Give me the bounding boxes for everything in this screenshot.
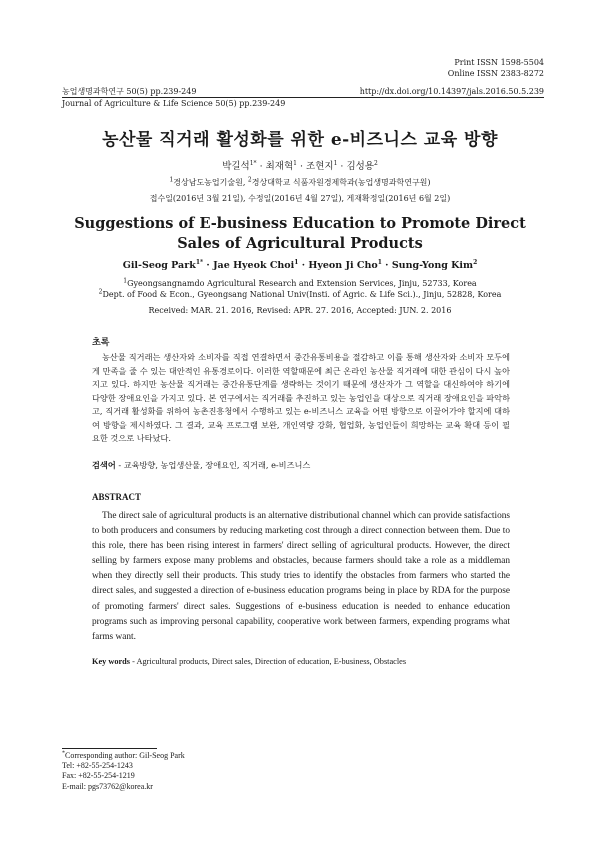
author-sep: · bbox=[256, 161, 266, 172]
footnote-corresponding bbox=[62, 751, 185, 761]
author-kr-1: 박길석 bbox=[222, 161, 250, 172]
author-en-4-sup: 2 bbox=[473, 258, 478, 266]
author-kr-4-sup: 2 bbox=[373, 159, 378, 167]
affil-en-text-2: Dept. of Food & Econ., Gyeongsang National Univ(Insti. of Agric. & Life Sci.)., Jinju, 52828, Korea bbox=[102, 290, 502, 299]
author-sep: · bbox=[337, 161, 347, 172]
footnote-corresponding-text: Corresponding author: Gil-Seog Park bbox=[65, 751, 185, 760]
author-en-1-sup: 1* bbox=[195, 258, 204, 266]
print-issn: Print ISSN 1598-5504 bbox=[454, 58, 544, 67]
dates-kr: 접수일(2016년 3월 21일), 수정일(2016년 4월 27일), 게재확정일(2016년 6월 2일) bbox=[149, 194, 451, 203]
abstract-en-heading: ABSTRACT bbox=[92, 492, 142, 502]
author-kr-3: 조현지 bbox=[306, 161, 334, 172]
author-sep: · bbox=[298, 260, 309, 271]
affil-en-sup-2: 2 bbox=[98, 288, 103, 296]
author-en-2: Jae Hyeok Choi bbox=[213, 260, 295, 271]
author-en-4: Sung-Yong Kim bbox=[391, 260, 474, 271]
keywords-kr-label: 검색어 bbox=[92, 460, 116, 470]
author-en-3: Hyeon Ji Cho bbox=[308, 260, 378, 271]
affil-en-line-1 bbox=[40, 278, 560, 289]
author-kr-2: 최재혁 bbox=[265, 161, 294, 172]
authors-en bbox=[40, 260, 560, 271]
footnote bbox=[62, 751, 185, 792]
affil-en-sup-1: 1 bbox=[123, 277, 128, 285]
footnote-tel: Tel: +82-55-254-1243 bbox=[62, 761, 133, 771]
journal-citation-kr: 농업생명과학연구 50(5) pp.239-249 bbox=[62, 87, 197, 96]
affil-kr-1: 경상남도농업기술원, bbox=[173, 178, 248, 187]
affil-en-line-2 bbox=[40, 289, 560, 300]
author-sep: · bbox=[203, 260, 214, 271]
footnote-divider bbox=[62, 748, 157, 749]
affil-kr-2: 경상대학교 식품자원경제학과(농업생명과학연구원) bbox=[251, 178, 431, 187]
keywords-en-label: Key words bbox=[92, 657, 131, 666]
abstract-en-body: The direct sale of agricultural products is an alternative distributional channel which can provide satisfactions to both producers and consumers by reducing marketing cost through a direct connection between them. Due to this role, there has been rising interest in farmers' direct selling of agricultural products. However, the direct selling by farmers expose many problems and obstacles, because farmers should take a role as a middleman when they directly sell their products. This study tries to identify the obstacles from farmers who started the direct sales, and suggested a direction of e-business education programs being in place by RDA for the purpose of promoting farmers' direct sales. Suggestions of e-business education is needed to enhance education programs such as improving personal capability, cooperative work between farmers, expending programs what farms want. bbox=[92, 511, 510, 642]
header-issn-block bbox=[448, 58, 544, 79]
affil-kr-sup-1: 1 bbox=[169, 176, 174, 184]
author-en-2-sup: 1 bbox=[294, 258, 299, 266]
author-en-3-sup: 1 bbox=[377, 258, 382, 266]
keywords-kr bbox=[92, 460, 310, 471]
journal-citation-en: Journal of Agriculture & Life Science 50(5) pp.239-249 bbox=[62, 99, 286, 108]
footnote-email[interactable]: E-mail: pgs73762@korea.kr bbox=[62, 781, 153, 791]
received-dates-en: Received: MAR. 21. 2016, Revised: APR. 27. 2016, Accepted: JUN. 2. 2016 bbox=[148, 306, 452, 315]
authors-kr bbox=[40, 158, 560, 172]
abstract-kr-heading: 초록 bbox=[92, 338, 110, 348]
author-sep: · bbox=[381, 260, 392, 271]
footnote-fax: Fax: +82-55-254-1219 bbox=[62, 771, 135, 781]
affil-en-text-1: Gyeongsangnamdo Agricultural Research and Extension Services, Jinju, 52733, Korea bbox=[127, 279, 477, 288]
footnote-sup: * bbox=[62, 750, 65, 757]
affiliation-kr bbox=[40, 177, 560, 188]
author-kr-1-sup: 1* bbox=[249, 159, 257, 167]
keywords-en bbox=[92, 657, 406, 666]
header-divider bbox=[62, 97, 544, 98]
author-en-1: Gil-Seog Park bbox=[122, 260, 196, 271]
doi-link[interactable]: http://dx.doi.org/10.14397/jals.2016.50.5.239 bbox=[359, 87, 544, 96]
abstract-kr-body: 농산물 직거래는 생산자와 소비자를 직접 연결하면서 중간유통비용을 절감하고 이를 통해 생산자와 소비자 모두에게 만족을 줄 수 있는 대안적인 유통경로이다. 이러한 역할때문에 최근 온라인 농산물 직거래에 대한 관심이 다시 높아지고 있다. 하지만 농산물 직거래는 중간유통단계를 생략하는 것이기 때문에 생산자가 그 역할을 대신하여야 하기에 다양한 장애요인을 가지고 있다. 본 연구에서는 직거래를 추진하고 있는 농업인을 대상으로 직거래 장애요인을 파악하고, 직거래 활성화를 위하여 농촌진흥청에서 수행하고 있는 e-비즈니스 교육을 어떤 방향으로 이끌어가야 할지에 대하여 방향을 제시하였다. 그 결과, 교육 프로그램 보완, 개인역량 강화, 협업화, 농업인들이 희망하는 교육 확대 등이 필요한 것으로 나타났다. bbox=[92, 352, 510, 443]
keywords-kr-list: - 교육방향, 농업생산물, 장애요인, 직거래, e-비즈니스 bbox=[115, 460, 311, 470]
keywords-en-list: - Agricultural products, Direct sales, Direction of education, E-business, Obstacles bbox=[130, 657, 407, 666]
title-en: Suggestions of E-business Education to Promote Direct Sales of Agricultural Products bbox=[74, 215, 526, 252]
online-issn: Online ISSN 2383-8272 bbox=[447, 68, 544, 78]
affiliation-en bbox=[40, 278, 560, 300]
author-sep: · bbox=[296, 161, 307, 172]
author-kr-2-sup: 1 bbox=[293, 159, 297, 167]
author-kr-4: 김성용 bbox=[346, 161, 374, 172]
affil-kr-sup-2: 2 bbox=[247, 176, 252, 184]
author-kr-3-sup: 1 bbox=[333, 159, 338, 167]
title-kr: 농산물 직거래 활성화를 위한 e-비즈니스 교육 방향 bbox=[102, 130, 498, 150]
